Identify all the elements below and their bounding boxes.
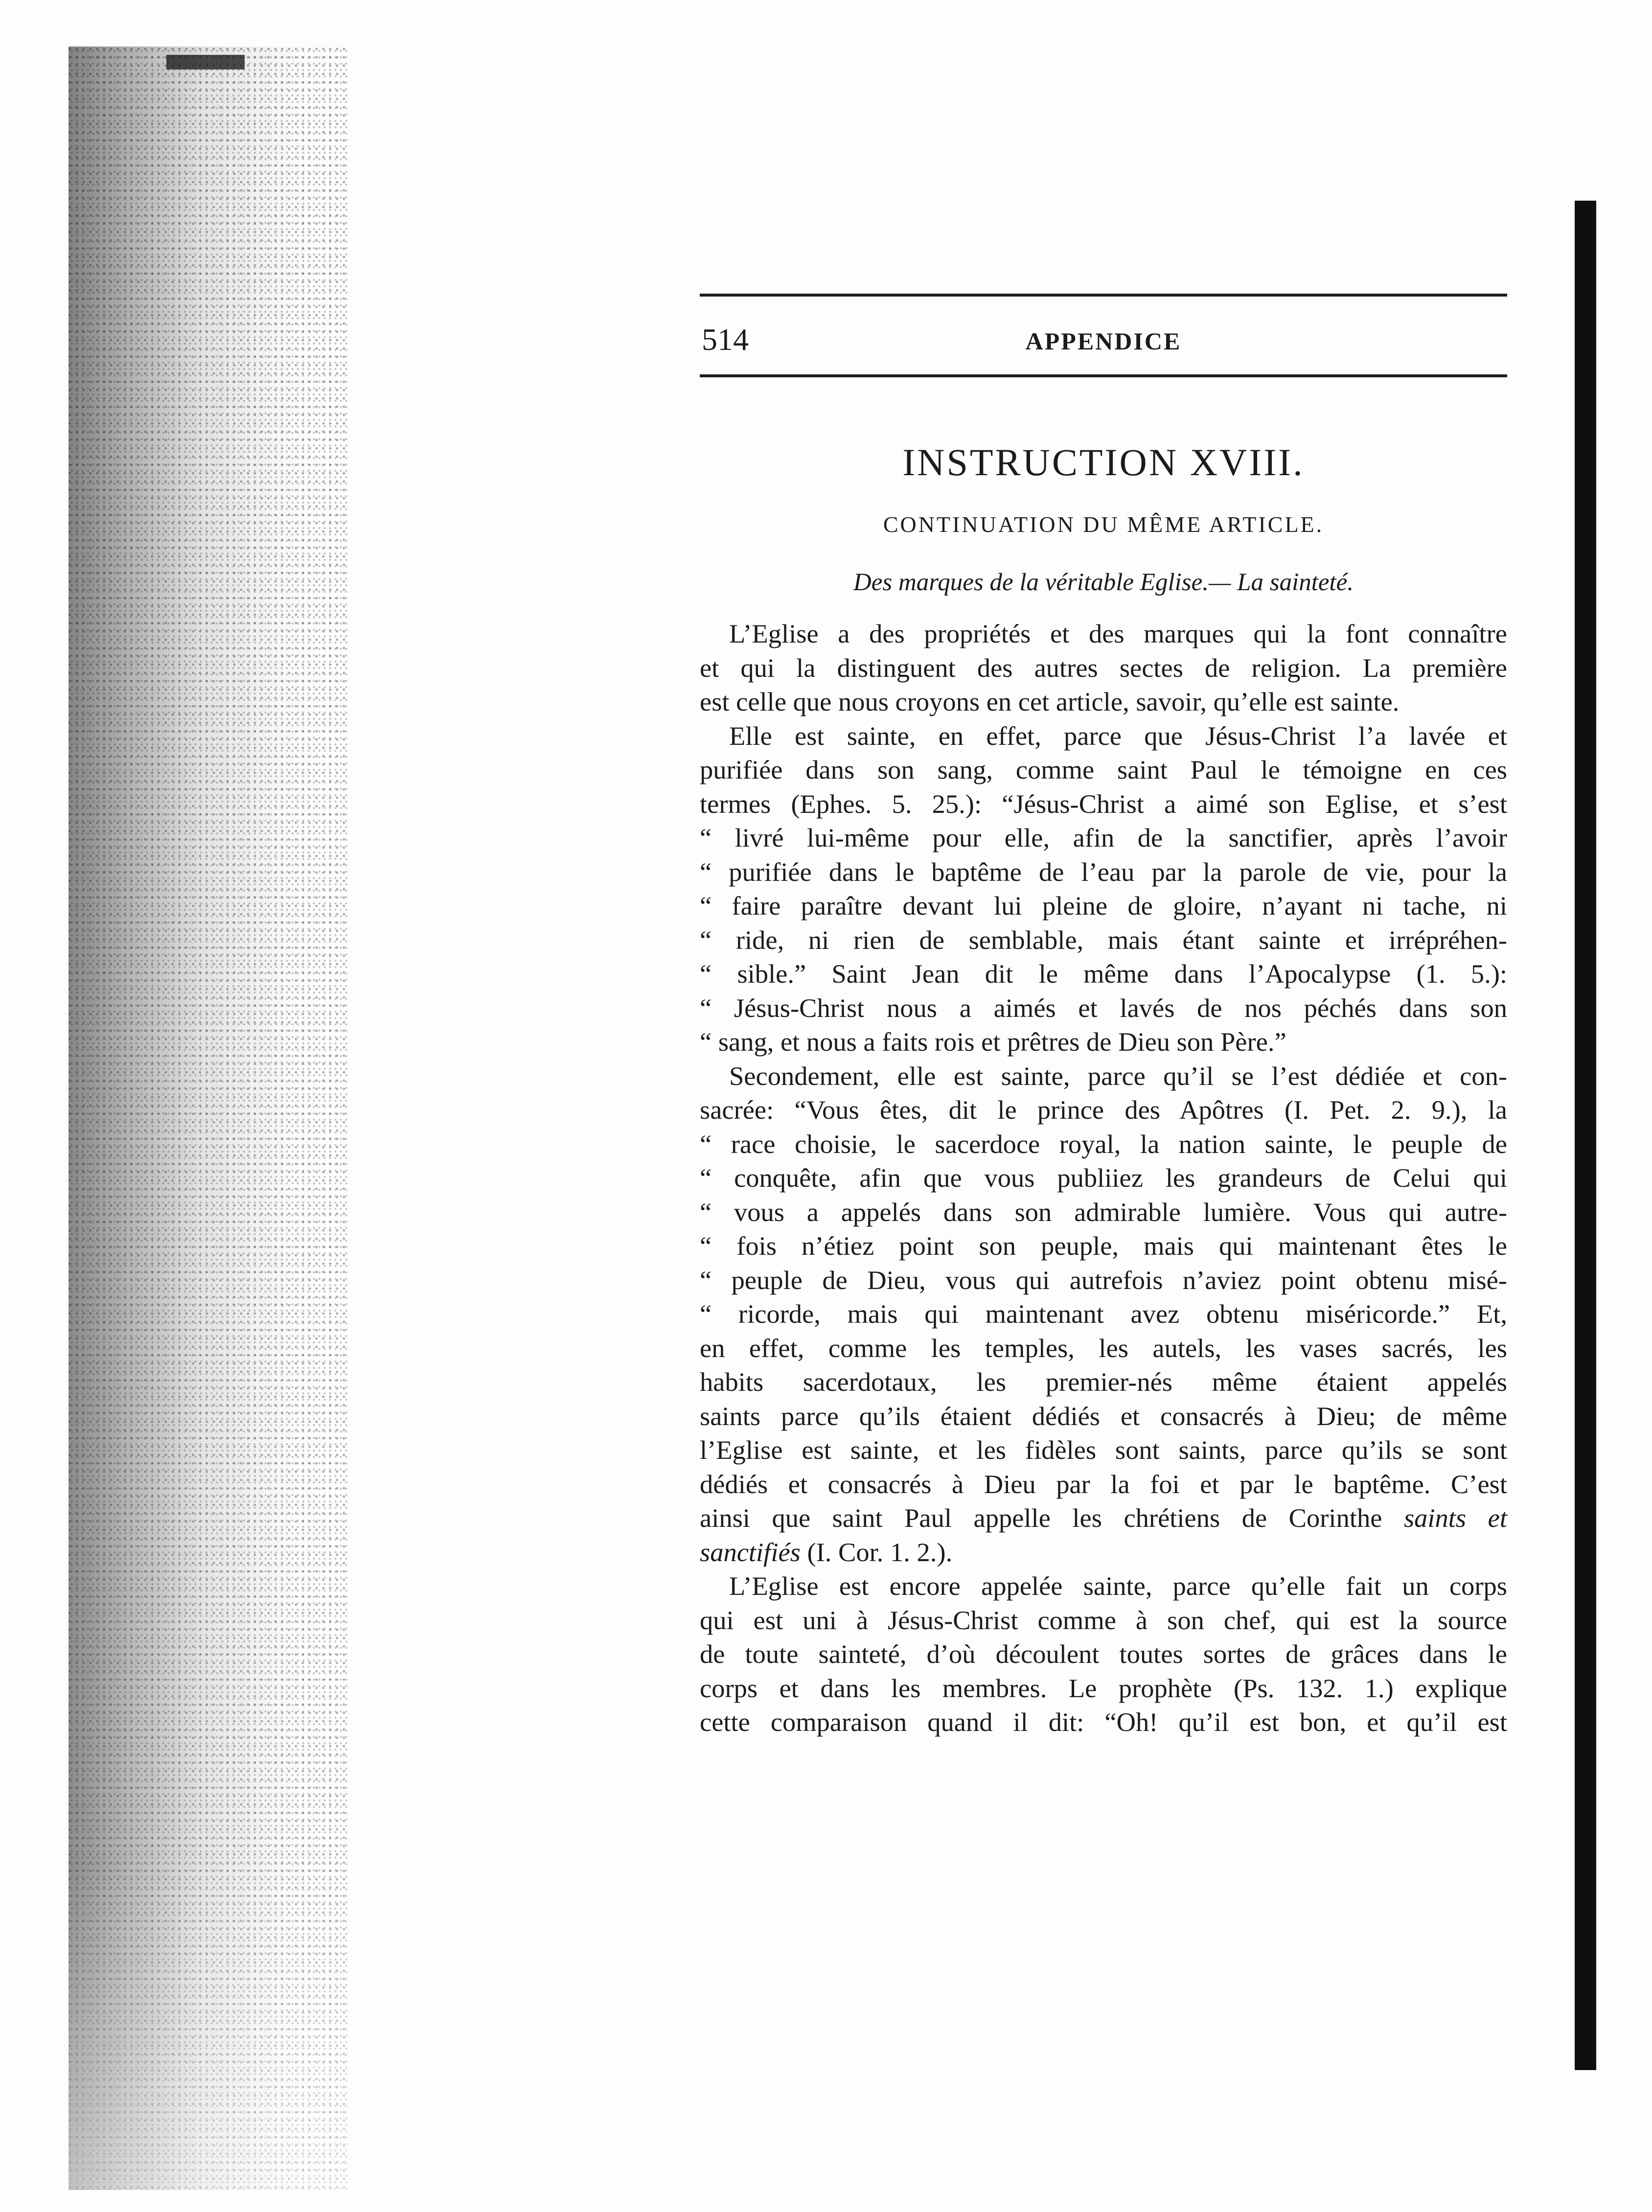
text-line: “ sible.” Saint Jean dit le même dans l’Apocalypse (1. 5.): (700, 959, 1507, 989)
running-head: APPENDICE (1025, 327, 1182, 355)
text-line-mixed (700, 1535, 1507, 1569)
text-line: “ purifiée dans le baptême de l’eau par la parole de vie, pour la (700, 856, 1507, 887)
text-line: habits sacerdotaux, les premier-nés même étaient appelés (700, 1367, 1507, 1397)
text-line: est celle que nous croyons en cet article, savoir, qu’elle est sainte. (700, 687, 1400, 716)
italic-text: saints et (1403, 1503, 1507, 1533)
text-line: cette comparaison quand il dit: “Oh! qu’il est bon, et qu’il est (700, 1707, 1507, 1737)
text-line-mixed (700, 1501, 1507, 1535)
text-line: qui est uni à Jésus-Christ comme à son chef, qui est la source (700, 1605, 1507, 1635)
text-line: saints parce qu’ils étaient dédiés et consacrés à Dieu; de même (700, 1401, 1507, 1431)
text-line: “ conquête, afin que vous publiiez les grandeurs de Celui qui (700, 1163, 1507, 1193)
instruction-topic: Des marques de la véritable Eglise.— La sainteté. (853, 569, 1354, 596)
instruction-subtitle: CONTINUATION DU MÊME ARTICLE. (883, 512, 1324, 537)
scan-gutter-mark (166, 55, 245, 69)
header-rule-top (700, 294, 1507, 297)
scan-edge-bar (1575, 201, 1596, 2070)
text-line: “ Jésus-Christ nous a aimés et lavés de nos péchés dans son (700, 992, 1507, 1023)
text-line: l’Eglise est sainte, et les fidèles sont saints, parce qu’ils se sont (700, 1435, 1507, 1465)
text-line: “ vous a appelés dans son admirable lumière. Vous qui autre- (700, 1197, 1507, 1227)
text-line: dédiés et consacrés à Dieu par la foi et par le baptême. C’est (700, 1469, 1507, 1499)
text-line: Elle est sainte, en effet, parce que Jésus-Christ l’a lavée et (729, 720, 1507, 751)
text-line: de toute sainteté, d’où découlent toutes sortes de grâces dans le (700, 1639, 1507, 1669)
body-text (700, 617, 1507, 1739)
text-line: “ race choisie, le sacerdoce royal, la nation sainte, le peuple de (700, 1129, 1507, 1159)
text-line: en effet, comme les temples, les autels, les vases sacrés, les (700, 1333, 1507, 1363)
page-number: 514 (702, 322, 749, 357)
text-segment: ainsi que saint Paul appelle les chrétiens de Corinthe (700, 1503, 1382, 1533)
text-line: “ ricorde, mais qui maintenant avez obtenu miséricorde.” Et, (700, 1299, 1507, 1329)
text-line: corps et dans les membres. Le prophète (Ps. 132. 1.) explique (700, 1673, 1507, 1703)
scan-gutter-shadow (69, 46, 347, 2190)
header-rule-bottom (700, 374, 1507, 377)
text-line: “ faire paraître devant lui pleine de gloire, n’ayant ni tache, ni (700, 891, 1507, 921)
text-segment: (I. Cor. 1. 2.). (807, 1537, 953, 1567)
text-line: “ peuple de Dieu, vous qui autrefois n’aviez point obtenu misé- (700, 1265, 1507, 1295)
italic-text: sanctifiés (700, 1537, 801, 1567)
text-line: “ livré lui-même pour elle, afin de la sanctifier, après l’avoir (700, 823, 1507, 853)
text-line: L’Eglise a des propriétés et des marques qui la font connaître (729, 619, 1507, 648)
instruction-title: INSTRUCTION XVIII. (902, 441, 1305, 484)
text-line: L’Eglise est encore appelée sainte, parce qu’elle fait un corps (729, 1571, 1507, 1601)
text-line: “ fois n’étiez point son peuple, mais qui maintenant êtes le (700, 1231, 1507, 1261)
text-line: “ ride, ni rien de semblable, mais étant sainte et irrépréhen- (700, 924, 1507, 955)
text-line: Secondement, elle est sainte, parce qu’il se l’est dédiée et con- (729, 1060, 1507, 1091)
text-line: et qui la distinguent des autres sectes de religion. La première (700, 652, 1507, 683)
text-line: sacrée: “Vous êtes, dit le prince des Apôtres (I. Pet. 2. 9.), la (700, 1095, 1507, 1125)
text-line: termes (Ephes. 5. 25.): “Jésus-Christ a aimé son Eglise, et s’est (700, 788, 1507, 819)
text-line: “ sang, et nous a faits rois et prêtres de Dieu son Père.” (700, 1027, 1286, 1057)
text-line: purifiée dans son sang, comme saint Paul le témoigne en ces (700, 755, 1507, 784)
